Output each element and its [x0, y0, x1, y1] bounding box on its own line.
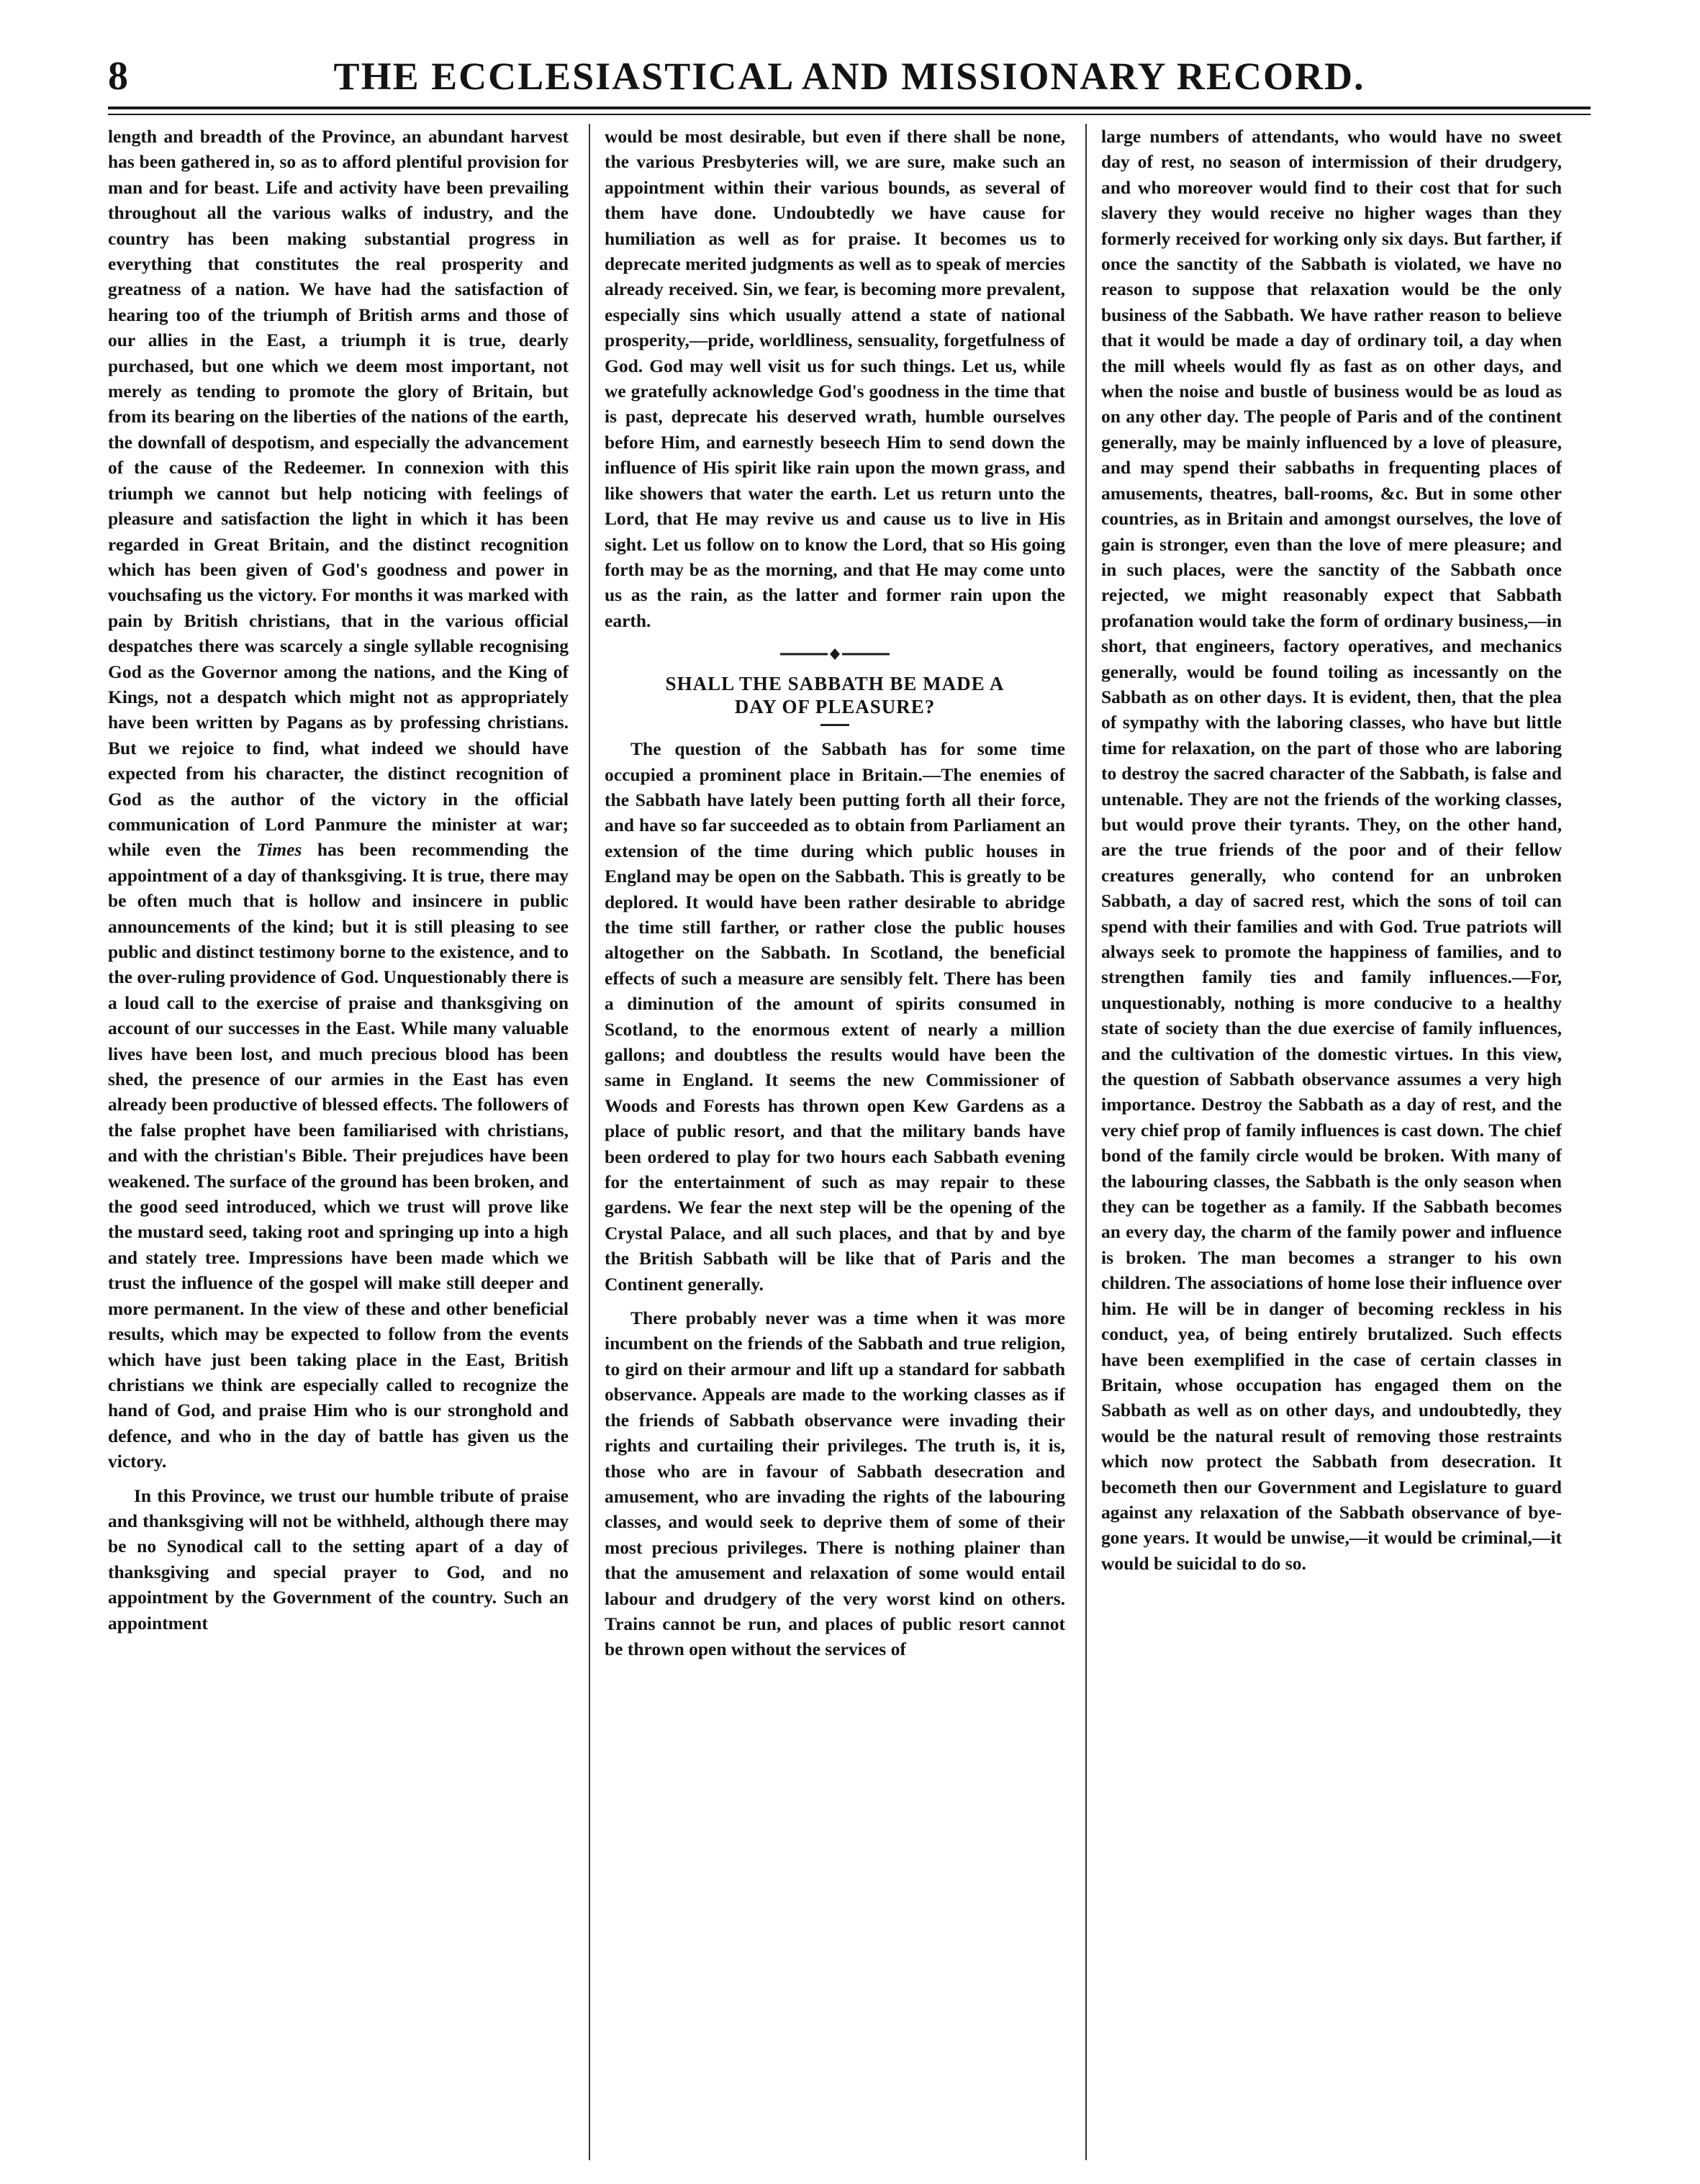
article-title-line: DAY OF PLEASURE?	[734, 696, 936, 718]
page-number: 8	[108, 54, 128, 99]
column-3	[1101, 124, 1562, 2153]
header-rule-thin	[108, 114, 1591, 115]
page-header	[108, 47, 1591, 105]
paragraph: The question of the Sabbath has for some time occupied a prominent place in Britain.—The enemies of the Sabbath have lately been putting forth all their force, and have so far succeeded as to obtain from Parliament an extension of the time during which public houses in England may be open on the Sabbath. This is greatly to be deplored. It would have been rather desirable to abridge the time still farther, or rather close the public houses altogether on the Sabbath. In Scotland, the beneficial effects of such a measure are sensibly felt. There has been a diminution of the amount of spirits consumed in Scotland, to the enormous extent of nearly a million gallons; and doubtless the results would have been the same in England. It seems the new Commissioner of Woods and Forests has thrown open Kew Gardens as a place of public resort, and that the military bands have been ordered to play for two hours each Sabbath evening for the entertainment of such as may repair to these gardens. We fear the next step will be the opening of the Crystal Palace, and all such places, and that by and bye the British Sabbath will be like that of Paris and the Continent generally.	[605, 738, 1065, 1295]
column-2	[605, 124, 1065, 2153]
italic-text: Times	[256, 839, 302, 861]
title-rule	[820, 724, 849, 726]
paragraph	[108, 124, 569, 1474]
paragraph: would be most desirable, but even if there shall be none, the various Presbyteries will, we are sure, make such an appointment within their various bounds, as several of them have done. Undoubtedly we have cause for humiliation as well as for praise. It becomes us to deprecate merited judgments as well as to speak of mercies already received. Sin, we fear, is becoming more prevalent, especially sins which usually attend a state of national prosperity,—pride, worldliness, sensuality, forgetfulness of God. God may well visit us for such things. Let us, while we gratefully acknowledge God's goodness in the time that is past, deprecate his deserved wrath, humble ourselves before Him, and earnestly beseech Him to send down the influence of His spirit like rain upon the mown grass, and like showers that water the earth. Let us return unto the Lord, that He may revive us and cause us to live in His sight. Let us follow on to know the Lord, that so His going forth may be as the morning, and that He may come unto us as the rain, as the latter and former rain upon the earth.	[605, 126, 1065, 631]
paragraph: In this Province, we trust our humble tribute of praise and thanksgiving will not be withheld, although there may be no Synodical call to the setting apart of a day of thanksgiving and special prayer to God, and no appointment by the Government of the country. Such an appointment	[108, 1485, 569, 1634]
column-divider	[589, 124, 590, 2160]
paragraph-text: has been recommending the appointment of a day of thanksgiving. It is true, there may be often much that is hollow and insincere in public announcements of the kind; but it is still pleasing to see public and distinct testimony borne to the existence, and to the over-ruling providence of God. Unquestionably there is a loud call to the exercise of praise and thanksgiving on account of our successes in the East. While many valuable lives have been lost, and much precious blood has been shed, the presence of our armies in the East has even already been productive of blessed effects. The followers of the false prophet have been familiarised with christians, and with the christian's Bible. Their prejudices have been weakened. The surface of the ground has been broken, and the good seed introduced, which we trust will prove like the mustard seed, taking root and springing up into a high and stately tree. Impressions have been made which we trust the influence of the gospel will make still deeper and more permanent. In the view of these and other beneficial results, which may be expected to follow from the events which have just been taking place in the East, British christians we think are especially called to recognize the hand of God, and praise Him who is our stronghold and defence, and who in the day of battle has given us the victory.	[108, 839, 569, 1472]
header-rule	[108, 107, 1591, 109]
paragraph: There probably never was a time when it was more incumbent on the friends of the Sabbath and true religion, to gird on their armour and lift up a standard for sabbath observance. Appeals are made to the working classes as if the friends of Sabbath observance were invading their rights and curtailing their privileges. The truth is, it is, those who are in favour of Sabbath desecration and amusement, who are invading the rights of the labouring classes, and would seek to deprive them of some of their most precious privileges. There is nothing plainer than that the amusement and relaxation of some would entail labour and drudgery of the very worst kind on others. Trains cannot be run, and places of public resort cannot be thrown open without the services of	[605, 1308, 1065, 1660]
article-title-line: SHALL THE SABBATH BE MADE A	[665, 673, 1005, 695]
article-title	[605, 672, 1065, 718]
ornament-divider	[777, 646, 892, 662]
column-divider	[1085, 124, 1087, 2160]
paragraph-text: length and breadth of the Province, an abundant harvest has been gathered in, so as to afford plentiful provision for man and for beast. Life and activity have been prevailing throughout all the various walks of industry, and the country has been making substantial progress in everything that constitutes the real prosperity and greatness of a nation. We have had the satisfaction of hearing too of the triumph of British arms and those of our allies in the East, a triumph it is true, dearly purchased, but one which we deem most important, not merely as tending to promote the glory of Britain, but from its bearing on the liberties of the nations of the earth, the downfall of despotism, and especially the advancement of the cause of the Redeemer. In connexion with this triumph we cannot but help noticing with feelings of pleasure and satisfaction the light in which it has been regarded in Great Britain, and the distinct recognition which has been given of God's goodness and power in vouchsafing us the victory. For months it was marked with pain by British christians, that in the various official despatches there was scarcely a single syllable recognising God as the Governor among the nations, and the King of Kings, not a despatch which might not as appropriately have been written by Pagans as by professing christians. But we rejoice to find, what indeed we should have expected from his character, the distinct recognition of God as the author of the victory in the official communication of Lord Panmure the minister at war; while even the	[108, 126, 569, 861]
column-1	[108, 124, 569, 2153]
running-title: THE ECCLESIASTICAL AND MISSIONARY RECORD.	[333, 55, 1365, 98]
paragraph: large numbers of attendants, who would have no sweet day of rest, no season of intermission of their drudgery, and who moreover would find to their cost that for such slavery they would receive no higher wages than they formerly received for working only six days. But farther, if once the sanctity of the Sabbath is violated, we have no reason to suppose that relaxation would be the only business of the Sabbath. We have rather reason to believe that it would be made a day of ordinary toil, a day when the mill wheels would fly as fast as on other days, and when the noise and bustle of business would be as loud as on any other day. The people of Paris and of the continent generally, may be mainly influenced by a love of pleasure, and may spend their sabbaths in frequenting places of amusements, theatres, ball-rooms, &c. But in some other countries, as in Britain and amongst ourselves, the love of gain is stronger, even than the love of mere pleasure; and in such places, were the sanctity of the Sabbath once rejected, we might reasonably expect that Sabbath profanation would take the form of ordinary business,—in short, that engineers, factory operatives, and mechanics generally, would be found toiling as incessantly on the Sabbath as on other days. It is evident, then, that the plea of sympathy with the laboring classes, who have but little time for relaxation, on the part of those who are laboring to destroy the sacred character of the Sabbath, is false and untenable. They are not the friends of the working classes, but would prove their tyrants. They, on the other hand, are the true friends of the poor and of their fellow creatures generally, who contend for an unbroken Sabbath, a day of sacred rest, which the sons of toil can spend with their families and with God. True patriots will always seek to promote the happiness of families, and to strengthen family ties and family influences.—For, unquestionably, nothing is more conducive to a healthy state of society than the due exercise of family influences, and the cultivation of the domestic virtues. In this view, the question of Sabbath observance assumes a very high importance. Destroy the Sabbath as a day of rest, and the very chief prop of family influences is cast down. The chief bond of the family circle would be broken. With many of the labouring classes, the Sabbath is the only season when they can be together as a family. If the Sabbath becomes an every day, the charm of the family power and influence is broken. The man becomes a stranger to his own children. The associations of home lose their influence over him. He will be in danger of becoming reckless in his conduct, yea, of being entirely brutalized. Such effects have been exemplified in the case of certain classes in Britain, whose occupation has engaged them on the Sabbath as well as on other days, and undoubtedly, they would be the natural result of removing those restraints which now protect the Sabbath from desecration. It becometh then our Government and Legislature to guard against any relaxation of the Sabbath observance of bye-gone years. It would be unwise,—it would be criminal,—it would be suicidal to do so.	[1101, 126, 1562, 1574]
